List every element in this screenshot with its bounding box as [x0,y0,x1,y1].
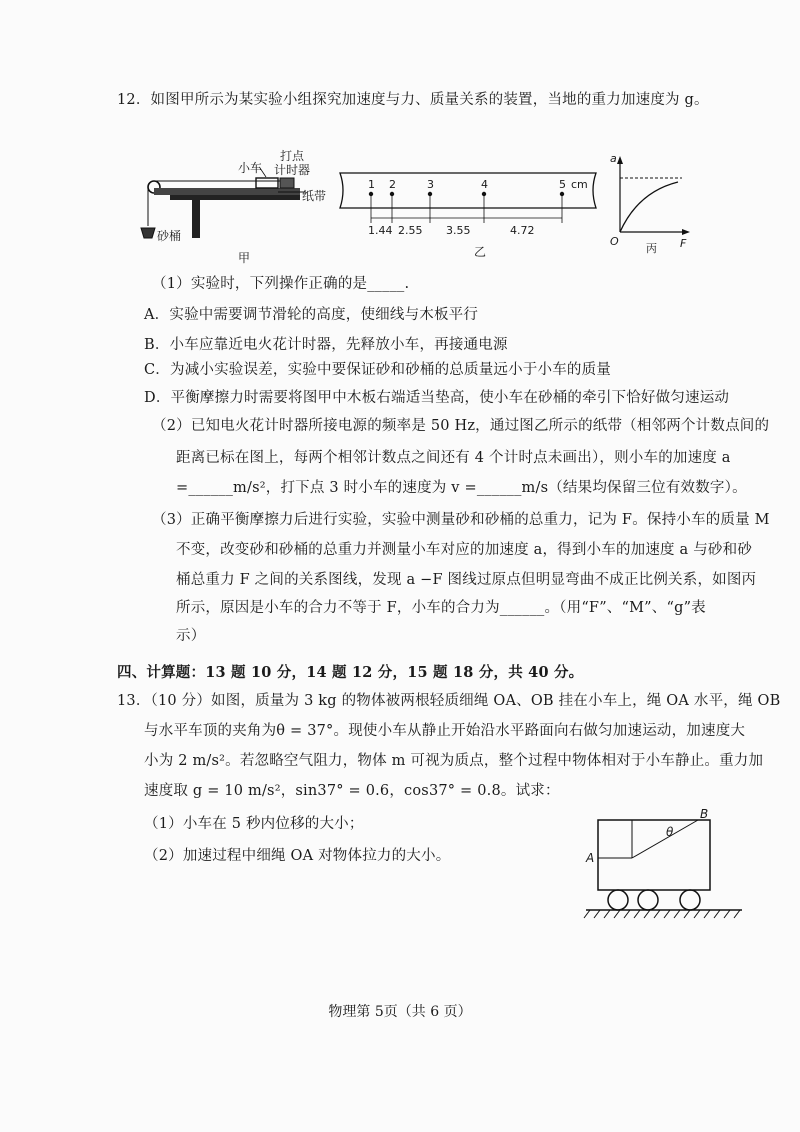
q13-sub2: （2）加速过程中细绳 OA 对物体拉力的大小。 [144,848,451,864]
label-theta: θ [666,825,674,839]
point-label-3: 3 [427,178,434,191]
wheel-icon [638,890,658,910]
q12-part3-line5: 示） [176,628,206,644]
car-icon [256,178,278,188]
label-timer-2: 计时器 [274,163,311,177]
point-label-5: 5 [559,178,566,191]
figure-cart [580,806,750,926]
q12-part2-line2: 距离已标在图上，每两个相邻计数点之间还有 4 个计时点未画出），则小车的加速度 a [176,450,731,466]
bucket-icon [141,228,155,238]
figure-bing [608,150,698,255]
q12-option-b: B．小车应靠近电火花计时器，先释放小车，再接通电源 [144,337,508,353]
label-b: B [700,807,709,821]
a-F-curve [620,182,678,232]
q12-part2-line1: （2）已知电火花计时器所接电源的频率是 50 Hz，通过图乙所示的纸带（相邻两个计数点间的 [152,418,770,434]
caption-jia: 甲 [238,251,251,265]
label-a: A [586,851,595,865]
section4-heading: 四、计算题：13 题 10 分，14 题 12 分，15 题 18 分，共 40 分。 [117,664,584,681]
q13-line2: 与水平车顶的夹角为θ = 37°。现使小车从静止开始沿水平路面向右做匀加速运动，加速度大 [144,723,746,739]
q12-part3-line1: （3）正确平衡摩擦力后进行实验，实验中测量砂和砂桶的总重力，记为 F。保持小车的质量 M [152,512,770,528]
distance-2-3: 2.55 [398,224,423,237]
point-label-1: 1 [368,178,375,191]
figure-jia [130,150,340,265]
table-leg [192,200,200,238]
label-timer-1: 打点 [280,149,305,163]
distance-4-5: 4.72 [510,224,535,237]
board-lower [170,195,300,200]
origin-label: O [610,235,619,248]
wheel-icon [680,890,700,910]
q12-option-c: C．为减小实验误差，实验中要保证砂和砂桶的总质量远小于小车的质量 [144,362,611,378]
q12-option-a: A．实验中需要调节滑轮的高度，使细线与木板平行 [144,307,479,323]
q13-line1: 13．（10 分）如图，质量为 3 kg 的物体被两根轻质细绳 OA、OB 挂在小车上，绳 OA 水平，绳 OB [117,693,781,709]
label-bucket: 砂桶 [157,229,182,243]
q12-stem: 12．如图甲所示为某实验小组探究加速度与力、质量关系的装置，当地的重力加速度为 g。 [117,92,709,108]
q13-sub1: （1）小车在 5 秒内位移的大小； [144,816,364,832]
figure-yi [338,168,600,263]
q12-part1: （1）实验时，下列操作正确的是_____. [152,276,410,292]
point-label-2: 2 [389,178,396,191]
q13-line3: 小为 2 m/s²。若忽略空气阻力，物体 m 可视为质点，整个过程中物体相对于小车静止。重力加 [144,753,764,769]
axis-x-label: F [680,237,687,250]
cart-body [598,820,710,890]
q13-line4: 速度取 g = 10 m/s²，sin37° = 0.6，cos37° = 0.8。试求： [144,783,560,799]
page-footer: 物理第 5页（共 6 页） [328,1004,472,1020]
label-car: 小车 [238,161,263,175]
rope-ob [632,820,698,858]
tape-outline [340,173,596,208]
timer-icon [280,178,294,188]
distance-1-2: 1.44 [368,224,393,237]
caption-yi: 乙 [474,245,487,259]
ground-hatch [584,910,740,918]
distance-3-4: 3.55 [446,224,471,237]
point-label-4: 4 [481,178,488,191]
q12-part3-line2: 不变，改变砂和砂桶的总重力并测量小车对应的加速度 a，得到小车的加速度 a 与砂和砂 [176,542,753,558]
q12-part3-line4: 所示，原因是小车的合力不等于 F，小车的合力为______。（用“F”、“M”、“g”表 [176,600,706,616]
axis-x-arrow-icon [682,229,690,235]
axis-y-label: a [610,152,617,165]
wheel-icon [608,890,628,910]
axis-y-arrow-icon [617,156,623,164]
q12-option-d: D．平衡摩擦力时需要将图甲中木板右端适当垫高，使小车在砂桶的牵引下恰好做匀速运动 [144,390,730,406]
label-tape: 纸带 [302,189,327,203]
q12-part2-line3: =______m/s²，打下点 3 时小车的速度为 v =______m/s（结果均保留三位有效数字）。 [176,480,747,496]
unit-label: cm [571,178,588,191]
q12-part3-line3: 桶总重力 F 之间的关系图线，发现 a −F 图线过原点但明显弯曲不成正比例关系，如图丙 [176,572,757,588]
caption-bing: 丙 [646,242,657,255]
